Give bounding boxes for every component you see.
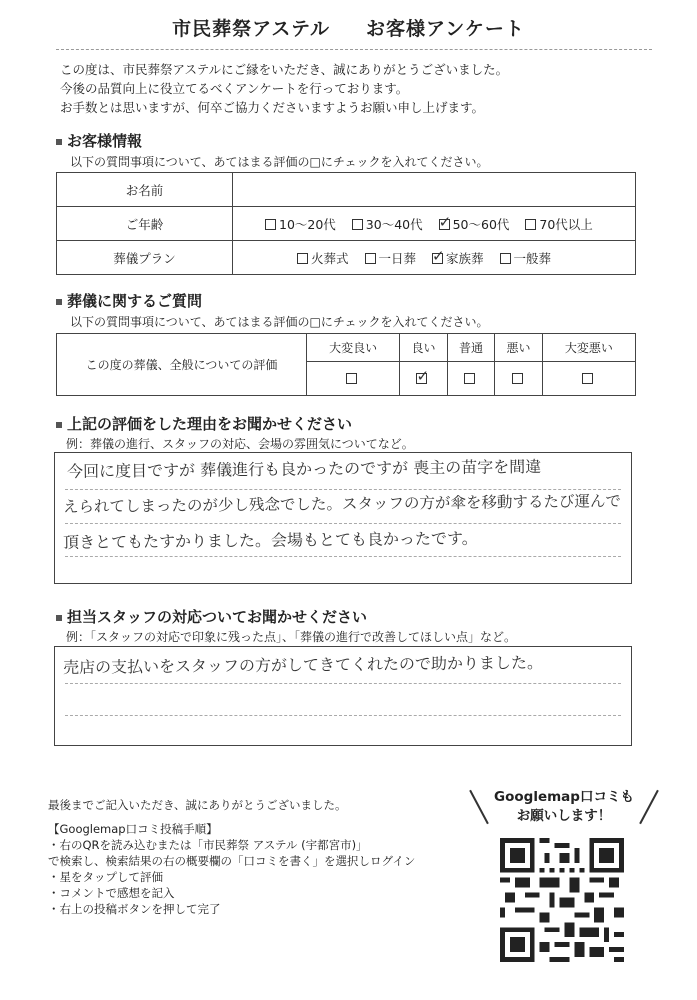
plan-label: 葬儀プラン	[57, 241, 233, 275]
customer-info-table	[56, 172, 636, 275]
age-option[interactable]: ✓ 50～60代	[439, 217, 510, 232]
staff-example: 例：「スタッフの対応で印象に残った点」、「葬儀の進行で改善してほしい点」など。	[66, 630, 517, 644]
checkbox-icon[interactable]	[582, 373, 593, 384]
intro-line: 今後の品質向上に役立てるべくアンケートを行っております。	[60, 81, 409, 96]
plan-option[interactable]: ✓ 家族葬	[432, 251, 484, 266]
checkbox-icon[interactable]	[352, 219, 363, 230]
page-title	[0, 14, 697, 41]
writing-line	[65, 715, 621, 716]
handwritten-answer-line: えられてしまったのが少し残念でした。スタッフの方が傘を移動するたび運んで	[62, 492, 622, 516]
rating-cell[interactable]	[542, 362, 635, 396]
name-field[interactable]	[233, 173, 636, 207]
customer-info-heading: お客様情報	[56, 130, 142, 151]
checked-checkbox-icon[interactable]	[439, 219, 450, 230]
staff-answer-box[interactable]	[54, 646, 632, 746]
thanks-text: 最後までご記入いただき、誠にありがとうございました。	[48, 798, 347, 812]
handwritten-answer-line: 売店の支払いをスタッフの方がしてきてくれたので助かりました。	[62, 652, 544, 677]
googlemap-callout	[474, 788, 654, 826]
step-line: ・右上の投稿ボタンを押して完了	[48, 902, 221, 916]
funeral-questions-instruction: 以下の質問事項について、あてはまる評価の□にチェックを入れてください。	[70, 315, 489, 329]
title-divider	[56, 49, 652, 50]
plan-option[interactable]: 一日葬	[365, 251, 417, 266]
qr-code-icon[interactable]	[500, 838, 624, 962]
step-line: ・星をタップして評価	[48, 870, 163, 884]
reason-heading: 上記の評価をした理由をお聞かせください	[56, 413, 352, 434]
rating-row-label: この度の葬儀、全般についての評価	[57, 334, 307, 396]
step-line: で検索し、検索結果の右の概要欄の「口コミを書く」を選択しログイン	[48, 854, 416, 868]
checkbox-icon[interactable]	[512, 373, 523, 384]
rating-cell[interactable]	[447, 362, 495, 396]
checked-checkbox-icon[interactable]	[432, 253, 443, 264]
age-label: ご年齢	[57, 207, 233, 241]
rating-cell[interactable]	[400, 362, 448, 396]
plan-options	[233, 241, 636, 275]
age-options	[233, 207, 636, 241]
rating-table	[56, 333, 636, 396]
handwritten-answer-line: 頂きとてもたすかりました。会場もとても良かったです。	[62, 528, 478, 552]
funeral-questions-heading: 葬儀に関するご質問	[56, 290, 202, 311]
company-name: 市民葬祭アステル	[172, 18, 331, 40]
reason-example: 例：葬儀の進行、スタッフの対応、会場の雰囲気についてなど。	[66, 437, 414, 451]
survey-title: お客様アンケート	[366, 18, 525, 40]
intro-line: この度は、市民葬祭アステルにご縁をいただき、誠にありがとうございました。	[60, 62, 509, 77]
handwritten-answer-line: 今回に度目ですが 葬儀進行も良かったのですが 喪主の苗字を間違	[66, 457, 542, 481]
rating-header: 悪い	[495, 334, 543, 362]
age-option[interactable]: 10～20代	[265, 217, 336, 232]
reason-answer-box[interactable]	[54, 452, 632, 584]
plan-option[interactable]: 火葬式	[297, 251, 349, 266]
intro-line: お手数とは思いますが、何卒ご協力くださいますようお願い申し上げます。	[60, 100, 485, 115]
age-option[interactable]: 70代以上	[525, 217, 592, 232]
checkbox-icon[interactable]	[265, 219, 276, 230]
callout-line: Googlemap口コミも	[494, 789, 634, 805]
rating-header: 普通	[447, 334, 495, 362]
rating-cell[interactable]	[495, 362, 543, 396]
customer-info-instruction: 以下の質問事項について、あてはまる評価の□にチェックを入れてください。	[70, 155, 489, 169]
steps-title: 【Googlemap口コミ投稿手順】	[48, 822, 218, 836]
name-label: お名前	[57, 173, 233, 207]
writing-line	[65, 683, 621, 684]
checkbox-icon[interactable]	[297, 253, 308, 264]
checkbox-icon[interactable]	[525, 219, 536, 230]
rating-header: 大変良い	[307, 334, 400, 362]
checkbox-icon[interactable]	[365, 253, 376, 264]
age-option[interactable]: 30～40代	[352, 217, 423, 232]
rating-header: 大変悪い	[542, 334, 635, 362]
plan-option[interactable]: 一般葬	[500, 251, 552, 266]
intro-text	[60, 60, 508, 117]
footer-instructions	[48, 797, 415, 917]
checked-checkbox-icon[interactable]	[416, 373, 427, 384]
staff-heading: 担当スタッフの対応ついてお聞かせください	[56, 606, 367, 627]
rating-header: 良い	[400, 334, 448, 362]
callout-line: お願いします！	[516, 808, 612, 824]
step-line: ・コメントで感想を記入	[48, 886, 175, 900]
checkbox-icon[interactable]	[346, 373, 357, 384]
rating-cell[interactable]	[307, 362, 400, 396]
checkbox-icon[interactable]	[464, 373, 475, 384]
checkbox-icon[interactable]	[500, 253, 511, 264]
writing-line	[65, 556, 621, 557]
step-line: ・右のQRを読み込むまたは「市民葬祭 アステル (宇都宮市)」	[48, 838, 368, 852]
writing-line	[65, 523, 621, 524]
